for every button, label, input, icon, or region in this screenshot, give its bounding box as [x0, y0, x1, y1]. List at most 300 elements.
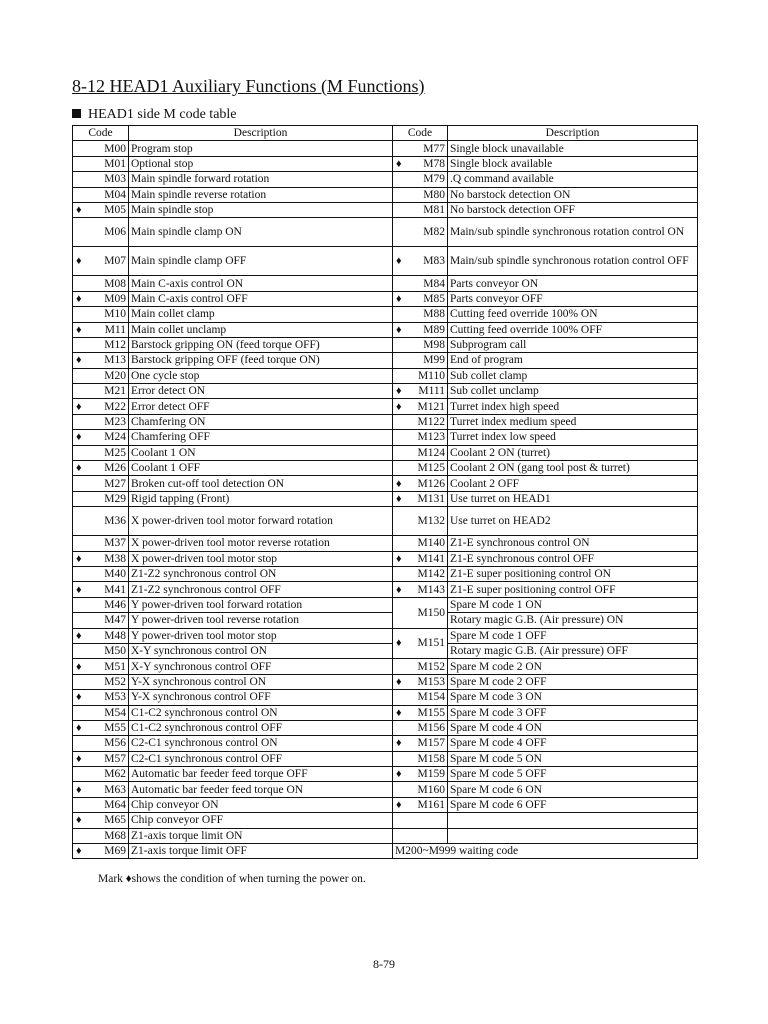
code-text: M85: [423, 292, 445, 305]
table-row: [73, 551, 698, 566]
description-cell: Spare M code 3 OFF: [448, 705, 698, 720]
code-text: M142: [417, 568, 445, 581]
code-text: M12: [104, 339, 126, 352]
table-row: [73, 507, 698, 536]
description-cell: Z1-Z2 synchronous control ON: [129, 566, 393, 581]
code-text: M143: [417, 583, 445, 596]
code-text: M152: [417, 660, 445, 673]
code-cell: [393, 202, 448, 217]
table-row: [73, 813, 698, 828]
power-on-mark-icon: ♦: [76, 462, 82, 475]
description-cell: Single block available: [448, 156, 698, 171]
description-cell: Rigid tapping (Front): [129, 491, 393, 506]
power-on-mark-icon: ♦: [76, 583, 82, 596]
code-text: M13: [104, 354, 126, 367]
code-cell: [393, 322, 448, 337]
code-text: M69: [104, 845, 126, 858]
description-cell: Spare M code 5 OFF: [448, 767, 698, 782]
table-row: [73, 461, 698, 476]
code-text: M48: [104, 629, 126, 642]
code-cell: [393, 782, 448, 797]
table-row: [73, 736, 698, 751]
description-cell: Barstock gripping OFF (feed torque ON): [129, 353, 393, 368]
code-cell: [73, 582, 129, 597]
description-cell: X power-driven tool motor reverse rotation: [129, 536, 393, 551]
code-text: M52: [104, 675, 126, 688]
description-cell: Spare M code 2 ON: [448, 659, 698, 674]
description-cell: C2-C1 synchronous control OFF: [129, 751, 393, 766]
code-text: M25: [104, 446, 126, 459]
description-cell: Error detect OFF: [129, 399, 393, 414]
description-cell: Automatic bar feeder feed torque ON: [129, 782, 393, 797]
power-on-mark-icon: ♦: [396, 385, 402, 398]
code-cell: [73, 307, 129, 322]
code-cell: [73, 551, 129, 566]
code-text: M09: [104, 292, 126, 305]
table-row: [73, 659, 698, 674]
description-cell: Sub collet unclamp: [448, 384, 698, 399]
power-on-mark-icon: ♦: [76, 783, 82, 796]
code-text: M83: [423, 255, 445, 268]
power-on-mark-icon: ♦: [396, 799, 402, 812]
code-text: M78: [423, 157, 445, 170]
description-cell: No barstock detection ON: [448, 187, 698, 202]
code-cell: [393, 507, 448, 536]
code-cell: [393, 674, 448, 689]
power-on-mark-icon: ♦: [76, 814, 82, 827]
table-row: [73, 476, 698, 491]
power-on-mark-icon: ♦: [76, 722, 82, 735]
code-text: M122: [417, 416, 445, 429]
code-text: M23: [104, 416, 126, 429]
description-cell: End of program: [448, 353, 698, 368]
code-text: M123: [417, 431, 445, 444]
code-text: M157: [417, 737, 445, 750]
code-cell: [73, 536, 129, 551]
code-cell: [393, 566, 448, 581]
code-cell: [73, 461, 129, 476]
code-cell: [393, 597, 448, 628]
table-row: [73, 690, 698, 705]
description-cell: Chip conveyor OFF: [129, 813, 393, 828]
table-row: [73, 141, 698, 156]
code-cell: [393, 476, 448, 491]
code-cell: [393, 705, 448, 720]
table-row: [73, 628, 698, 643]
description-cell: Z1-E synchronous control OFF: [448, 551, 698, 566]
table-row: [73, 491, 698, 506]
code-cell: [393, 414, 448, 429]
description-cell: Main spindle reverse rotation: [129, 187, 393, 202]
code-cell: [73, 659, 129, 674]
code-cell: [73, 476, 129, 491]
code-cell: [73, 337, 129, 352]
description-cell: X-Y synchronous control OFF: [129, 659, 393, 674]
description-cell: Barstock gripping ON (feed torque OFF): [129, 337, 393, 352]
code-text: M03: [104, 173, 126, 186]
code-text: M153: [417, 675, 445, 688]
power-on-mark-icon: ♦: [396, 675, 402, 688]
table-row: [73, 782, 698, 797]
description-cell: Main C-axis control ON: [129, 276, 393, 291]
description-cell: X power-driven tool motor forward rotation: [129, 507, 393, 536]
table-row: [73, 218, 698, 247]
merged-note-cell: M200~M999 waiting code: [393, 844, 698, 859]
power-on-mark-icon: ♦: [396, 493, 402, 505]
description-cell: Y power-driven tool reverse rotation: [129, 613, 393, 628]
code-cell: [73, 828, 129, 843]
code-cell: [393, 445, 448, 460]
power-on-mark-icon: ♦: [76, 354, 82, 367]
code-cell: [73, 247, 129, 276]
code-text: M80: [423, 188, 445, 201]
description-cell: Parts conveyor ON: [448, 276, 698, 291]
description-cell: Spare M code 4 OFF: [448, 736, 698, 751]
code-cell: [73, 797, 129, 812]
code-cell: [393, 690, 448, 705]
m-code-table: [72, 125, 698, 859]
code-cell: [73, 368, 129, 383]
description-cell: No barstock detection OFF: [448, 202, 698, 217]
table-row: [73, 445, 698, 460]
code-text: M158: [417, 752, 445, 765]
table-row: [73, 353, 698, 368]
code-cell: [73, 141, 129, 156]
code-text: M151: [417, 637, 445, 650]
description-cell: Use turret on HEAD2: [448, 507, 698, 536]
power-on-mark-icon: ♦: [396, 768, 402, 781]
code-cell: [73, 156, 129, 171]
code-cell: [73, 782, 129, 797]
power-on-mark-icon: ♦: [76, 845, 82, 858]
code-text: M05: [104, 204, 126, 217]
table-row: [73, 414, 698, 429]
code-cell: [73, 507, 129, 536]
code-cell: [393, 384, 448, 399]
code-cell: [393, 797, 448, 812]
code-text: M20: [104, 369, 126, 382]
table-row: [73, 247, 698, 276]
code-text: M99: [423, 354, 445, 367]
description-cell: Turret index medium speed: [448, 414, 698, 429]
code-text: M26: [104, 462, 126, 475]
description-cell: Coolant 2 ON (turret): [448, 445, 698, 460]
description-cell: Spare M code 1 ON: [448, 597, 698, 612]
power-on-mark-icon: ♦: [396, 323, 402, 336]
section-heading: [72, 107, 237, 123]
power-on-mark-icon: ♦: [76, 204, 82, 217]
code-text: M00: [104, 142, 126, 155]
description-cell: Rotary magic G.B. (Air pressure) OFF: [448, 643, 698, 658]
description-cell: Automatic bar feeder feed torque OFF: [129, 767, 393, 782]
code-cell: [393, 720, 448, 735]
description-cell: [448, 828, 698, 843]
code-cell: [393, 353, 448, 368]
description-cell: .Q command available: [448, 172, 698, 187]
code-text: M140: [417, 537, 445, 550]
code-text: M29: [104, 493, 126, 505]
table-row: [73, 582, 698, 597]
code-cell: [393, 461, 448, 476]
description-cell: Spare M code 2 OFF: [448, 674, 698, 689]
power-on-mark-icon: ♦: [76, 323, 82, 336]
code-cell: [73, 399, 129, 414]
description-cell: Chamfering OFF: [129, 430, 393, 445]
description-cell: [448, 813, 698, 828]
code-cell: [73, 384, 129, 399]
code-cell: [393, 247, 448, 276]
description-cell: One cycle stop: [129, 368, 393, 383]
description-cell: Program stop: [129, 141, 393, 156]
description-cell: Y power-driven tool forward rotation: [129, 597, 393, 612]
code-cell: [393, 276, 448, 291]
power-on-mark-icon: ♦: [396, 552, 402, 565]
code-text: M36: [104, 515, 126, 528]
code-cell: [73, 322, 129, 337]
code-cell: [73, 736, 129, 751]
code-cell: [393, 187, 448, 202]
page-number: 8-79: [373, 957, 395, 971]
code-text: M64: [104, 799, 126, 812]
description-cell: Main/sub spindle synchronous rotation control ON: [448, 218, 698, 247]
code-cell: [73, 491, 129, 506]
table-row: [73, 674, 698, 689]
description-cell: C2-C1 synchronous control ON: [129, 736, 393, 751]
code-cell: [393, 659, 448, 674]
description-cell: Z1-axis torque limit OFF: [129, 844, 393, 859]
code-text: M51: [104, 660, 126, 673]
code-text: M50: [104, 645, 126, 658]
description-cell: Subprogram call: [448, 337, 698, 352]
table-row: [73, 613, 698, 628]
power-on-mark-icon: ♦: [76, 752, 82, 765]
code-text: M10: [104, 308, 126, 321]
description-cell: Spare M code 4 ON: [448, 720, 698, 735]
power-on-mark-icon: ♦: [76, 691, 82, 704]
code-text: M47: [104, 614, 126, 627]
code-cell: [393, 141, 448, 156]
footnote: Mark ♦shows the condition of when turning the power on.: [98, 873, 366, 885]
table-row: [73, 705, 698, 720]
table-row: [73, 720, 698, 735]
table-row: [73, 751, 698, 766]
code-cell: [393, 368, 448, 383]
description-cell: Z1-axis torque limit ON: [129, 828, 393, 843]
code-cell: [393, 828, 448, 843]
code-text: M131: [417, 493, 445, 505]
code-text: M159: [417, 768, 445, 781]
code-cell: [73, 844, 129, 859]
table-row: [73, 597, 698, 612]
description-cell: Main spindle stop: [129, 202, 393, 217]
table-row: [73, 307, 698, 322]
code-text: M56: [104, 737, 126, 750]
power-on-mark-icon: ♦: [396, 737, 402, 750]
code-text: M57: [104, 752, 126, 765]
code-text: M08: [104, 277, 126, 290]
code-cell: [73, 751, 129, 766]
code-text: M82: [423, 226, 445, 239]
table-body: [73, 141, 698, 859]
code-text: M21: [104, 385, 126, 398]
code-text: M62: [104, 768, 126, 781]
table-row: [73, 384, 698, 399]
code-text: M84: [423, 277, 445, 290]
table-row: [73, 828, 698, 843]
code-cell: [73, 643, 129, 658]
code-text: M46: [104, 598, 126, 611]
code-cell: [393, 307, 448, 322]
code-text: M126: [417, 477, 445, 490]
code-header: Code: [393, 126, 448, 141]
code-text: M155: [417, 706, 445, 719]
code-text: M55: [104, 722, 126, 735]
description-cell: Y-X synchronous control ON: [129, 674, 393, 689]
power-on-mark-icon: ♦: [396, 637, 402, 650]
table-row: [73, 536, 698, 551]
code-text: M77: [423, 142, 445, 155]
table-row: [73, 399, 698, 414]
code-cell: [73, 172, 129, 187]
table-row: [73, 566, 698, 581]
description-cell: Z1-E synchronous control ON: [448, 536, 698, 551]
code-cell: [393, 156, 448, 171]
description-cell: X power-driven tool motor stop: [129, 551, 393, 566]
page-title: 8-12 HEAD1 Auxiliary Functions (M Functions): [72, 76, 425, 96]
code-cell: [73, 674, 129, 689]
description-cell: Coolant 1 OFF: [129, 461, 393, 476]
power-on-mark-icon: ♦: [76, 292, 82, 305]
code-text: M38: [104, 552, 126, 565]
power-on-mark-icon: ♦: [396, 255, 402, 268]
code-cell: [73, 187, 129, 202]
code-cell: [393, 337, 448, 352]
code-text: M156: [417, 722, 445, 735]
code-text: M125: [417, 462, 445, 475]
description-cell: Broken cut-off tool detection ON: [129, 476, 393, 491]
code-cell: [393, 813, 448, 828]
code-text: M150: [417, 606, 445, 619]
description-cell: Y-X synchronous control OFF: [129, 690, 393, 705]
power-on-mark-icon: ♦: [396, 477, 402, 490]
power-on-mark-icon: ♦: [76, 660, 82, 673]
code-text: M63: [104, 783, 126, 796]
description-cell: Main collet unclamp: [129, 322, 393, 337]
code-text: M68: [104, 829, 126, 842]
code-text: M07: [104, 255, 126, 268]
description-cell: Z1-E super positioning control OFF: [448, 582, 698, 597]
table-row: [73, 276, 698, 291]
code-cell: [73, 628, 129, 643]
code-cell: [393, 536, 448, 551]
code-text: M110: [417, 369, 445, 382]
code-cell: [393, 767, 448, 782]
code-cell: [73, 705, 129, 720]
code-text: M132: [417, 515, 445, 528]
code-cell: [393, 172, 448, 187]
table-row: [73, 767, 698, 782]
code-cell: [393, 551, 448, 566]
power-on-mark-icon: ♦: [396, 400, 402, 413]
code-cell: [73, 767, 129, 782]
description-header: Description: [448, 126, 698, 141]
table-row: [73, 322, 698, 337]
power-on-mark-icon: ♦: [396, 706, 402, 719]
description-cell: Rotary magic G.B. (Air pressure) ON: [448, 613, 698, 628]
code-text: M121: [417, 400, 445, 413]
code-text: M124: [417, 446, 445, 459]
code-text: M11: [104, 323, 126, 336]
power-on-mark-icon: ♦: [76, 255, 82, 268]
code-cell: [73, 613, 129, 628]
code-text: M81: [423, 204, 445, 217]
description-header: Description: [129, 126, 393, 141]
code-text: M27: [104, 477, 126, 490]
power-on-mark-icon: ♦: [396, 583, 402, 596]
table-row: [73, 368, 698, 383]
table-header-row: [73, 126, 698, 141]
description-cell: C1-C2 synchronous control ON: [129, 705, 393, 720]
table-row: [73, 844, 698, 859]
code-cell: [393, 430, 448, 445]
table-row: [73, 643, 698, 658]
code-cell: [393, 736, 448, 751]
code-header: Code: [73, 126, 129, 141]
code-text: M40: [104, 568, 126, 581]
description-cell: Coolant 2 ON (gang tool post & turret): [448, 461, 698, 476]
section-heading-text: HEAD1 side M code table: [88, 107, 237, 122]
table-row: [73, 291, 698, 306]
table-row: [73, 337, 698, 352]
code-cell: [73, 813, 129, 828]
code-text: M89: [423, 323, 445, 336]
table-row: [73, 430, 698, 445]
description-cell: C1-C2 synchronous control OFF: [129, 720, 393, 735]
table-row: [73, 797, 698, 812]
code-text: M154: [417, 691, 445, 704]
code-text: M141: [417, 552, 445, 565]
description-cell: Y power-driven tool motor stop: [129, 628, 393, 643]
code-cell: [393, 399, 448, 414]
code-text: M22: [104, 400, 126, 413]
table-row: [73, 202, 698, 217]
code-cell: [73, 690, 129, 705]
code-cell: [393, 491, 448, 506]
code-text: M111: [418, 385, 445, 398]
code-cell: [73, 353, 129, 368]
code-text: M79: [423, 173, 445, 186]
code-cell: [393, 628, 448, 659]
code-cell: [73, 720, 129, 735]
description-cell: Use turret on HEAD1: [448, 491, 698, 506]
code-cell: [73, 202, 129, 217]
description-cell: Spare M code 6 ON: [448, 782, 698, 797]
description-cell: Main C-axis control OFF: [129, 291, 393, 306]
code-text: M161: [417, 799, 445, 812]
square-bullet-icon: [72, 109, 81, 118]
description-cell: Main spindle forward rotation: [129, 172, 393, 187]
table-row: [73, 187, 698, 202]
description-cell: Coolant 2 OFF: [448, 476, 698, 491]
description-cell: Main spindle clamp ON: [129, 218, 393, 247]
code-text: M98: [423, 339, 445, 352]
description-cell: Main/sub spindle synchronous rotation control OFF: [448, 247, 698, 276]
code-text: M01: [104, 157, 126, 170]
code-text: M160: [417, 783, 445, 796]
power-on-mark-icon: ♦: [396, 157, 402, 170]
power-on-mark-icon: ♦: [76, 552, 82, 565]
power-on-mark-icon: ♦: [76, 400, 82, 413]
